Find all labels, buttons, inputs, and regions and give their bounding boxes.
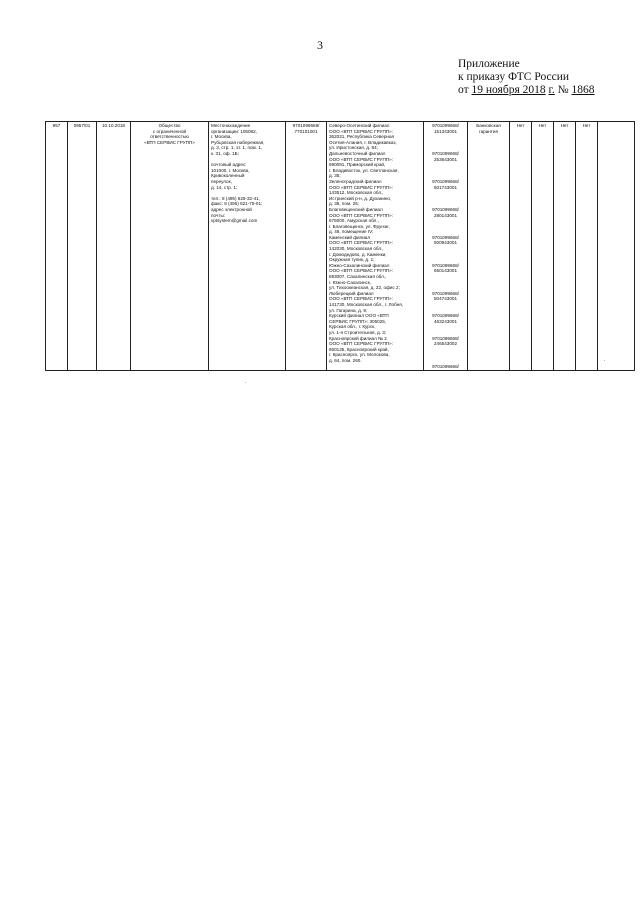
kpp-line: 504743001 bbox=[434, 296, 457, 302]
branch-line: ул. Иристонская, д. 84; bbox=[329, 145, 378, 151]
row-no-1: Нет bbox=[510, 122, 532, 371]
branch-line: Северо-Осетинский филиал bbox=[329, 123, 390, 128]
appendix-title: Приложение bbox=[458, 58, 520, 70]
kpp-line: 9701099668/ bbox=[432, 363, 459, 369]
branch-line: д. 36, пом. 25; bbox=[329, 201, 360, 207]
branch-line: ООО «ВТП СЕРВИС ГРУПП»: bbox=[329, 212, 393, 218]
kpp-line: 9701099668/ bbox=[432, 206, 459, 212]
branch-line: г. Домодедово, д. Каменки, bbox=[329, 251, 387, 257]
address-line: Местонахождение bbox=[211, 123, 251, 128]
branch-line: 143512, Московская обл., bbox=[329, 190, 384, 196]
branch-line: ООО «ВТП СЕРВИС ГРУПП»: bbox=[329, 341, 393, 347]
appendix-subtitle: к приказу ФТС России bbox=[458, 71, 569, 83]
appendix-number: 1868 bbox=[571, 84, 595, 96]
kpp-line: 501743001 bbox=[434, 184, 457, 190]
kpp-line: 650143001 bbox=[434, 268, 457, 274]
branch-line: г. Красноярск, ул. Молокова, bbox=[329, 352, 390, 358]
kpp-line: 9701099668/ bbox=[432, 335, 459, 341]
branch-line: Курский филиал ООО «ВТП bbox=[329, 313, 389, 319]
branch-line: Южно-Сахалинский филиал bbox=[329, 262, 390, 268]
kpp-line: 9701099668/ bbox=[432, 178, 459, 184]
address-line: адрес электронной bbox=[211, 206, 252, 212]
kpp-line: 9701099668/ bbox=[432, 313, 459, 319]
row-branch-kpp bbox=[424, 122, 468, 371]
kpp-line: 9701099668/ bbox=[432, 262, 459, 268]
org-name-line: Общество bbox=[158, 123, 181, 128]
branch-line: 362021, Республика Северная bbox=[329, 134, 394, 140]
row-date: 10.10.2018 bbox=[97, 122, 131, 371]
address-line: д. 14, стр. 1; bbox=[211, 184, 238, 190]
appendix-number-sign: № bbox=[557, 84, 569, 96]
row-empty bbox=[598, 122, 635, 371]
branch-line: ООО «ВТП СЕРВИС ГРУПП»: bbox=[329, 296, 393, 302]
org-name-line: «ВТП СЕРВИС ГРУПП» bbox=[144, 139, 195, 145]
branch-line: г. Благовещенск, ул. Фрунзе, bbox=[329, 223, 390, 229]
branch-line: 660135, Красноярский край, bbox=[329, 346, 389, 352]
branch-line: Каменский филиал bbox=[329, 234, 371, 240]
address-line: vptsystem@gmail.com bbox=[211, 218, 258, 224]
branch-line: Осетия-Алания, г. Владикавказ, bbox=[329, 139, 397, 145]
kpp-line: 151343001 bbox=[434, 128, 457, 134]
org-name-line: с ограниченной bbox=[152, 128, 187, 134]
row-org-name bbox=[131, 122, 209, 371]
branch-line: ООО «ВТП СЕРВИС ГРУПП»: bbox=[329, 184, 393, 190]
branch-line: ул. 1-я Строительная, д. 3; bbox=[329, 329, 387, 335]
branch-line: 142030, Московская обл., bbox=[329, 246, 384, 252]
row-no-3: Нет bbox=[554, 122, 576, 371]
branch-line: ООО «ВТП СЕРВИС ГРУПП»: bbox=[329, 128, 393, 134]
branch-line: ул. Гагарина, д. 9; bbox=[329, 307, 368, 313]
branch-line: 693007, Сахалинская обл., bbox=[329, 274, 387, 280]
address-line: факс: 8 (495) 621-75-01; bbox=[211, 201, 263, 207]
address-line: почтовый адрес: bbox=[211, 162, 247, 168]
kpp-line: 9701099668/ bbox=[432, 123, 459, 128]
kpp-line: 9701099668/ bbox=[432, 150, 459, 156]
kpp-line: 9701099668/ bbox=[432, 234, 459, 240]
appendix-date: 19 ноября 2018 bbox=[471, 84, 546, 96]
kpp-line: 463243001 bbox=[434, 318, 457, 324]
branch-line: ул. Тихоокеанская, д. 22, офис 2; bbox=[329, 285, 400, 291]
address-line: 101000, г. Москва, bbox=[211, 167, 250, 173]
branch-line: ООО «ВТП СЕРВИС ГРУПП»: bbox=[329, 268, 393, 274]
address-line: к. 31, оф. 1Б; bbox=[211, 150, 239, 156]
row-no-4: Нет bbox=[576, 122, 598, 371]
row-address bbox=[209, 122, 286, 371]
row-no-2: Нет bbox=[532, 122, 554, 371]
branch-line: ООО «ВТП СЕРВИС ГРУПП»: bbox=[329, 156, 393, 162]
registry-table bbox=[45, 121, 635, 371]
address-line: организации: 105082, bbox=[211, 128, 257, 134]
branch-line: д. 35; bbox=[329, 173, 341, 179]
branch-line: Благовещенский филиал bbox=[329, 206, 383, 212]
branch-line: Дальневосточный филиал bbox=[329, 150, 386, 156]
kpp-line: 246543002 bbox=[434, 341, 457, 347]
appendix-year-suffix: г. bbox=[548, 84, 555, 96]
inn-line: 9701099668/ bbox=[292, 123, 320, 128]
branch-line: Окружная тупик, д. 1; bbox=[329, 257, 375, 263]
branch-line: ООО «ВТП СЕРВИС ГРУПП»: bbox=[329, 240, 393, 246]
branch-line: г. Владивосток, ул. Светланская, bbox=[329, 167, 399, 173]
address-line: г. Москва, bbox=[211, 134, 232, 140]
scan-artifact bbox=[245, 382, 246, 383]
kpp-line: 770101001 bbox=[294, 128, 318, 134]
appendix-from: от bbox=[458, 84, 469, 96]
branch-line: д. 64, пом. 260. bbox=[329, 357, 362, 363]
branch-line: г. Южно-Сахалинск, bbox=[329, 279, 372, 285]
branch-line: Зеленоградский филиал bbox=[329, 178, 382, 184]
kpp-line: 500943001 bbox=[434, 240, 457, 246]
branch-line: 675000, Амурская обл., bbox=[329, 218, 379, 224]
scan-artifact bbox=[604, 360, 605, 361]
address-line: почты: bbox=[211, 212, 226, 218]
row-inn-kpp bbox=[286, 122, 327, 371]
org-name-line: ответственностью bbox=[150, 134, 189, 140]
address-line: тел.: 8 (495) 625-32-41, bbox=[211, 195, 261, 201]
appendix-order-line bbox=[458, 84, 595, 97]
branch-line: 141730, Московская обл., г. Лобня, bbox=[329, 302, 403, 307]
branch-line: Истринский р-н, д. Духанино, bbox=[329, 195, 392, 201]
row-index: 957 bbox=[46, 122, 68, 371]
row-branches bbox=[327, 122, 424, 371]
branch-line: СЕРВИС ГРУПП»: 305025, bbox=[329, 318, 387, 324]
branch-line: д. 48, помещение IV; bbox=[329, 229, 374, 235]
address-line: переулок, bbox=[211, 178, 232, 184]
kpp-line: 9701099668/ bbox=[432, 290, 459, 296]
kpp-line: 280143001 bbox=[434, 212, 457, 218]
row-guarantee: Банковская гарантия bbox=[468, 122, 510, 371]
kpp-line: 253643001 bbox=[434, 156, 457, 162]
page-number: 3 bbox=[317, 38, 323, 52]
address-line: Кривоколенный bbox=[211, 173, 245, 179]
appendix-header bbox=[458, 58, 595, 97]
branch-line: Люберецкий филиал bbox=[329, 290, 374, 296]
table-row bbox=[46, 122, 635, 371]
branch-line: 690091, Приморский край, bbox=[329, 162, 386, 168]
row-reg-number: 0957/01 bbox=[68, 122, 97, 371]
branch-line: Курская обл., г. Курск, bbox=[329, 324, 376, 330]
address-line: д. 3, стр. 1, эт. 1, пом. 1, bbox=[211, 145, 263, 151]
branch-line: Красноярский филиал № 2 bbox=[329, 335, 387, 341]
address-line: Рубцовская набережная, bbox=[211, 139, 265, 145]
